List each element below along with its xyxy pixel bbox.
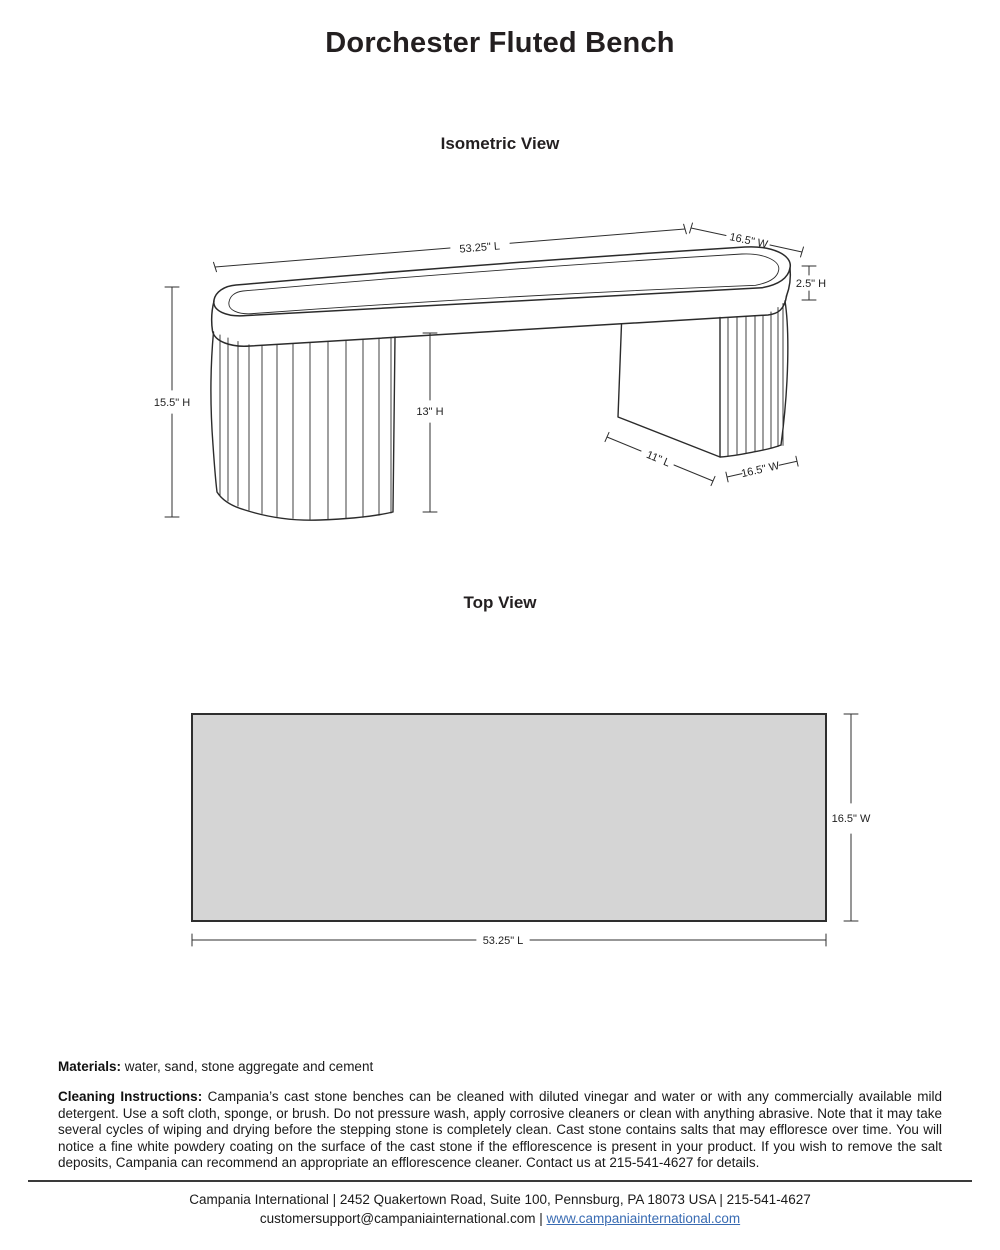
footer-separator: | [539,1211,543,1226]
footer [0,1190,1000,1228]
dim-seat-thickness-label: 2.5" H [795,278,827,290]
bench-right-leg [618,301,788,457]
footer-email: customersupport@campaniainternational.com [259,1211,536,1226]
dim-leg-length-label: 11" L [644,448,672,470]
materials-value: water, sand, stone aggregate and cement [121,1059,374,1074]
top-view-drawing [160,690,880,960]
dim-leg-width-label: 16.5" W [740,460,781,481]
footer-contact [0,1209,1000,1228]
page-title: Dorchester Fluted Bench [325,27,675,59]
cleaning-instructions-text [58,1089,942,1172]
top-dim-length-label: 53.25" L [482,935,524,947]
top-view-heading: Top View [463,593,537,612]
footer-website-link[interactable]: www.campaniainternational.com [546,1211,741,1226]
bench-seat-top-face [214,247,790,316]
footer-address: Campania International | 2452 Quakertown Road, Suite 100, Pennsburg, PA 18073 USA | 215-541-4627 [189,1192,811,1207]
isometric-view-heading: Isometric View [440,134,560,153]
top-view-rect [192,714,826,921]
dim-width-top-label: 16.5" W [728,231,769,251]
dim-length-label: 53.25" L [459,240,501,256]
bench-seat-front-face [212,296,787,346]
dim-overall-height-label: 15.5" H [153,397,191,409]
bench-left-leg [211,332,395,520]
cleaning-label: Cleaning Instructions: [58,1089,203,1104]
dim-under-seat-height-label: 13" H [416,406,444,418]
cleaning-value: Campania’s cast stone benches can be cleaned with diluted vinegar and water or with any commercially available mild detergent. Use a soft cloth, sponge, or brush. Do not pressure wash, apply corrosive cleaners or clean with anything abrasive. Note that it may take several cycles of wiping and drying before the stepping stone is completely clean. Cast stone contains salts that may effloresce over time. You will notice a fine white powdery coating on the surface of the cast stone if the efflorescence is present in your product. If you wish to remove the salt deposits, Campania can recommend an appropriate an efflorescence cleaner. Contact us at 215-541-4627 for details. [58,1089,942,1170]
dim-line-length [214,224,687,272]
top-dim-width-label: 16.5" W [831,813,871,825]
materials-label: Materials: [58,1059,122,1074]
materials-text [58,1059,942,1076]
divider-rule [28,1180,972,1182]
dim-line-under-seat-height [423,333,437,512]
isometric-drawing [150,205,840,535]
